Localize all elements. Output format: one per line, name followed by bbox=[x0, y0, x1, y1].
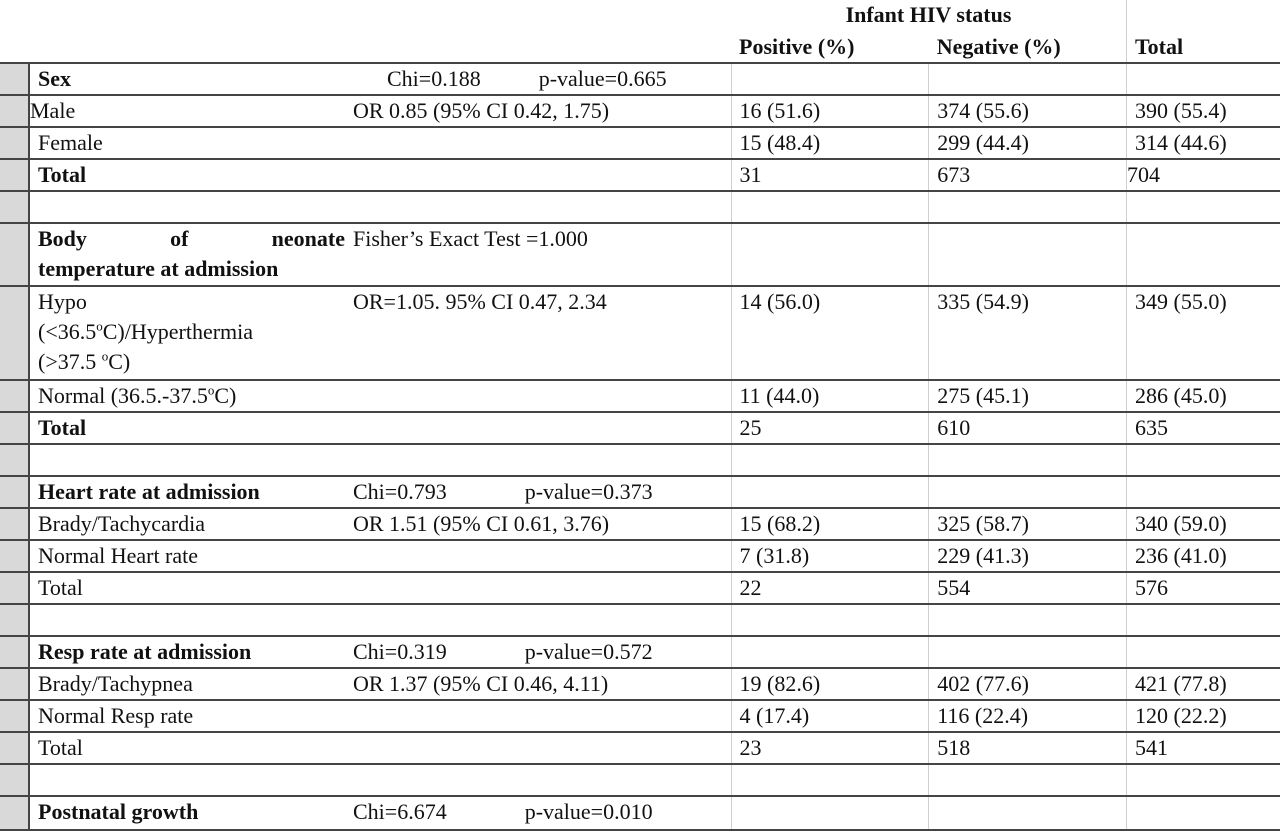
table-row bbox=[0, 127, 1280, 159]
positive-value: 15 (48.4) bbox=[731, 127, 929, 159]
negative-value: 275 (45.1) bbox=[929, 380, 1127, 412]
negative-value: 374 (55.6) bbox=[929, 95, 1127, 127]
spacer-row bbox=[0, 604, 1280, 636]
table-row-total bbox=[0, 159, 1280, 191]
total-value: 349 (55.0) bbox=[1127, 286, 1280, 380]
fisher-test: Fisher’s Exact Test =1.000 bbox=[345, 223, 731, 286]
odds-ratio bbox=[345, 540, 731, 572]
table-row bbox=[0, 380, 1280, 412]
row-label: Female bbox=[29, 127, 345, 159]
odds-ratio bbox=[345, 127, 731, 159]
chi-value: Chi=0.188 bbox=[387, 66, 481, 91]
p-value: p-value=0.010 bbox=[524, 799, 653, 824]
odds-ratio bbox=[345, 700, 731, 732]
total-value: 120 (22.2) bbox=[1127, 700, 1280, 732]
section-header-row bbox=[0, 796, 1280, 830]
column-header-total: Total bbox=[1127, 32, 1280, 63]
negative-value: 299 (44.4) bbox=[929, 127, 1127, 159]
positive-value: 15 (68.2) bbox=[731, 508, 929, 540]
total-value: 541 bbox=[1127, 732, 1280, 764]
table-row-total bbox=[0, 572, 1280, 604]
table-row bbox=[0, 540, 1280, 572]
statistic-cell bbox=[345, 636, 731, 668]
row-label: Brady/Tachycardia bbox=[29, 508, 345, 540]
table-row bbox=[0, 668, 1280, 700]
total-value: 314 (44.6) bbox=[1127, 127, 1280, 159]
section-header-row bbox=[0, 476, 1280, 508]
total-value: 576 bbox=[1127, 572, 1280, 604]
negative-value: 325 (58.7) bbox=[929, 508, 1127, 540]
odds-ratio: OR 0.85 (95% CI 0.42, 1.75) bbox=[345, 95, 731, 127]
total-value: 704 bbox=[1127, 159, 1280, 191]
positive-value: 16 (51.6) bbox=[731, 95, 929, 127]
row-label: Brady/Tachypnea bbox=[29, 668, 345, 700]
chi-value: Chi=0.793 bbox=[353, 479, 447, 504]
negative-value: 229 (41.3) bbox=[929, 540, 1127, 572]
spacer-row bbox=[0, 444, 1280, 476]
statistic-cell bbox=[345, 63, 731, 95]
negative-value: 402 (77.6) bbox=[929, 668, 1127, 700]
statistic-cell bbox=[345, 476, 731, 508]
statistic-cell bbox=[345, 796, 731, 830]
odds-ratio: OR 1.37 (95% CI 0.46, 4.11) bbox=[345, 668, 731, 700]
table-row bbox=[0, 286, 1280, 380]
section-header-row bbox=[0, 63, 1280, 95]
odds-ratio bbox=[345, 380, 731, 412]
column-header-negative: Negative (%) bbox=[929, 32, 1127, 63]
table-row-total bbox=[0, 412, 1280, 444]
odds-ratio: OR 1.51 (95% CI 0.61, 3.76) bbox=[345, 508, 731, 540]
infant-hiv-status-heading: Infant HIV status bbox=[845, 2, 1012, 27]
p-value: p-value=0.572 bbox=[524, 639, 653, 664]
total-value: 286 (45.0) bbox=[1127, 380, 1280, 412]
row-label: Total bbox=[29, 412, 345, 444]
row-label: Total bbox=[29, 572, 345, 604]
table-row bbox=[0, 700, 1280, 732]
spacer-row bbox=[0, 191, 1280, 223]
spacer-row bbox=[0, 764, 1280, 796]
section-header-row bbox=[0, 223, 1280, 286]
positive-value: 23 bbox=[731, 732, 929, 764]
total-value: 236 (41.0) bbox=[1127, 540, 1280, 572]
total-value: 635 bbox=[1127, 412, 1280, 444]
table-row bbox=[0, 508, 1280, 540]
total-value: 390 (55.4) bbox=[1127, 95, 1280, 127]
section-title: Body of neonate temperature at admission bbox=[29, 223, 345, 286]
p-value: p-value=0.373 bbox=[524, 479, 653, 504]
negative-value: 610 bbox=[929, 412, 1127, 444]
positive-value: 14 (56.0) bbox=[731, 286, 929, 380]
negative-value: 554 bbox=[929, 572, 1127, 604]
row-label: Hypo $(<36.5^oC)$/Hyperthermia (>37.5 $^o$C) bbox=[29, 286, 345, 380]
total-value: 340 (59.0) bbox=[1127, 508, 1280, 540]
column-header-positive: Positive (%) bbox=[731, 32, 929, 63]
row-label: Total bbox=[29, 732, 345, 764]
positive-value: 22 bbox=[731, 572, 929, 604]
table-row-total bbox=[0, 732, 1280, 764]
positive-value: 7 (31.8) bbox=[731, 540, 929, 572]
row-label: Normal Heart rate bbox=[29, 540, 345, 572]
odds-ratio: OR=1.05. 95% CI 0.47, 2.34 bbox=[345, 286, 731, 380]
header-group-row bbox=[0, 0, 1280, 32]
row-label: Normal Resp rate bbox=[29, 700, 345, 732]
chi-value: Chi=6.674 bbox=[353, 799, 447, 824]
negative-value: 335 (54.9) bbox=[929, 286, 1127, 380]
table-row bbox=[0, 95, 1280, 127]
positive-value: 31 bbox=[731, 159, 929, 191]
section-header-row bbox=[0, 636, 1280, 668]
row-label: Male bbox=[29, 95, 345, 127]
section-title: Sex bbox=[29, 63, 345, 95]
section-title: Resp rate at admission bbox=[29, 636, 345, 668]
positive-value: 11 (44.0) bbox=[731, 380, 929, 412]
row-label: Total bbox=[29, 159, 345, 191]
negative-value: 673 bbox=[929, 159, 1127, 191]
section-title: Heart rate at admission bbox=[29, 476, 345, 508]
section-title: Postnatal growth bbox=[29, 796, 345, 830]
header-columns-row bbox=[0, 32, 1280, 63]
negative-value: 116 (22.4) bbox=[929, 700, 1127, 732]
negative-value: 518 bbox=[929, 732, 1127, 764]
row-label: Normal (36.5.-37.5$^o$C) bbox=[29, 380, 345, 412]
chi-value: Chi=0.319 bbox=[353, 639, 447, 664]
positive-value: 19 (82.6) bbox=[731, 668, 929, 700]
positive-value: 25 bbox=[731, 412, 929, 444]
p-value: p-value=0.665 bbox=[538, 66, 667, 91]
positive-value: 4 (17.4) bbox=[731, 700, 929, 732]
total-value: 421 (77.8) bbox=[1127, 668, 1280, 700]
